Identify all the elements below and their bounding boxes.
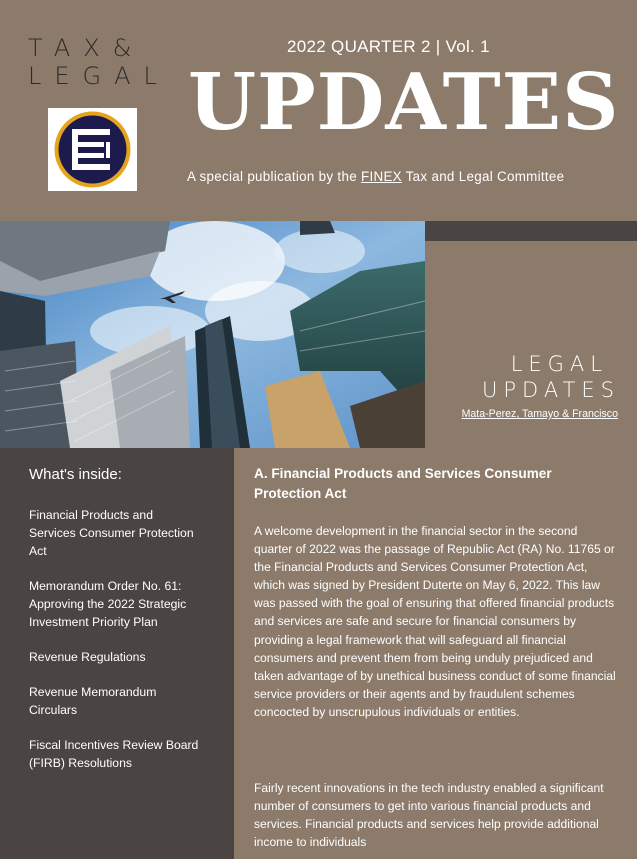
subtitle-prefix: A special publication by the xyxy=(187,169,361,184)
issue-label: 2022 QUARTER 2 | Vol. 1 xyxy=(287,37,490,56)
subtitle-suffix: Tax and Legal Committee xyxy=(401,169,565,184)
contents-item: Memorandum Order No. 61: Approving the 2022 Strategic Investment Priority Plan xyxy=(29,579,187,629)
section-title-updates: UPDATES xyxy=(482,378,620,402)
author-link[interactable]: Mata-Perez, Tamayo & Francisco xyxy=(461,408,618,420)
brand-legal: LEGAL xyxy=(28,62,170,90)
contents-item: Fiscal Incentives Review Board (FIRB) Resolutions xyxy=(29,738,199,770)
contents-sidebar xyxy=(0,448,234,859)
article-body xyxy=(234,448,637,859)
brand-tax: TAX& xyxy=(28,34,145,62)
skyscrapers-photo xyxy=(0,221,425,448)
article-paragraph: Fairly recent innovations in the tech industry enabled a significant number of consumers to get into various financial products and services. Financial products and services help provide additional income to individuals xyxy=(254,781,604,850)
contents-item: Revenue Regulations xyxy=(29,650,146,664)
contents-item: Revenue Memorandum Circulars xyxy=(29,685,157,717)
article-paragraph: A welcome development in the financial sector in the second quarter of 2022 was the passage of Republic Act (RA) No. 11765 or the Financial Products and Services Consumer Protection Act, which was signed by President Duterte on May 6, 2022. This law was passed with the goal of ensuring that offered financial products and services are safe and secure for financial consumers by providing a legal framework that will safeguard all financial consumers and prevent them from being unduly prejudiced and taken advantage of by unethical business conduct of some financial service providers or their agents and by fraudulent schemes concocted by unscrupulous individuals or entities. xyxy=(254,524,616,719)
page-title: UPDATES xyxy=(188,57,620,148)
article-heading: A. Financial Products and Services Consumer Protection Act xyxy=(254,466,552,501)
publication-subtitle xyxy=(187,169,564,184)
header-band xyxy=(0,0,637,221)
contents-list xyxy=(29,506,199,789)
contents-heading: What's inside: xyxy=(29,466,122,483)
section-banner xyxy=(425,221,637,448)
finex-logo xyxy=(48,108,137,191)
finex-link[interactable]: FINEX xyxy=(360,169,402,184)
section-title-legal: LEGAL xyxy=(510,352,608,376)
banner-strip xyxy=(425,221,637,241)
finex-logo-mark xyxy=(48,108,137,191)
contents-item: Financial Products and Services Consumer Protection Act xyxy=(29,508,194,558)
